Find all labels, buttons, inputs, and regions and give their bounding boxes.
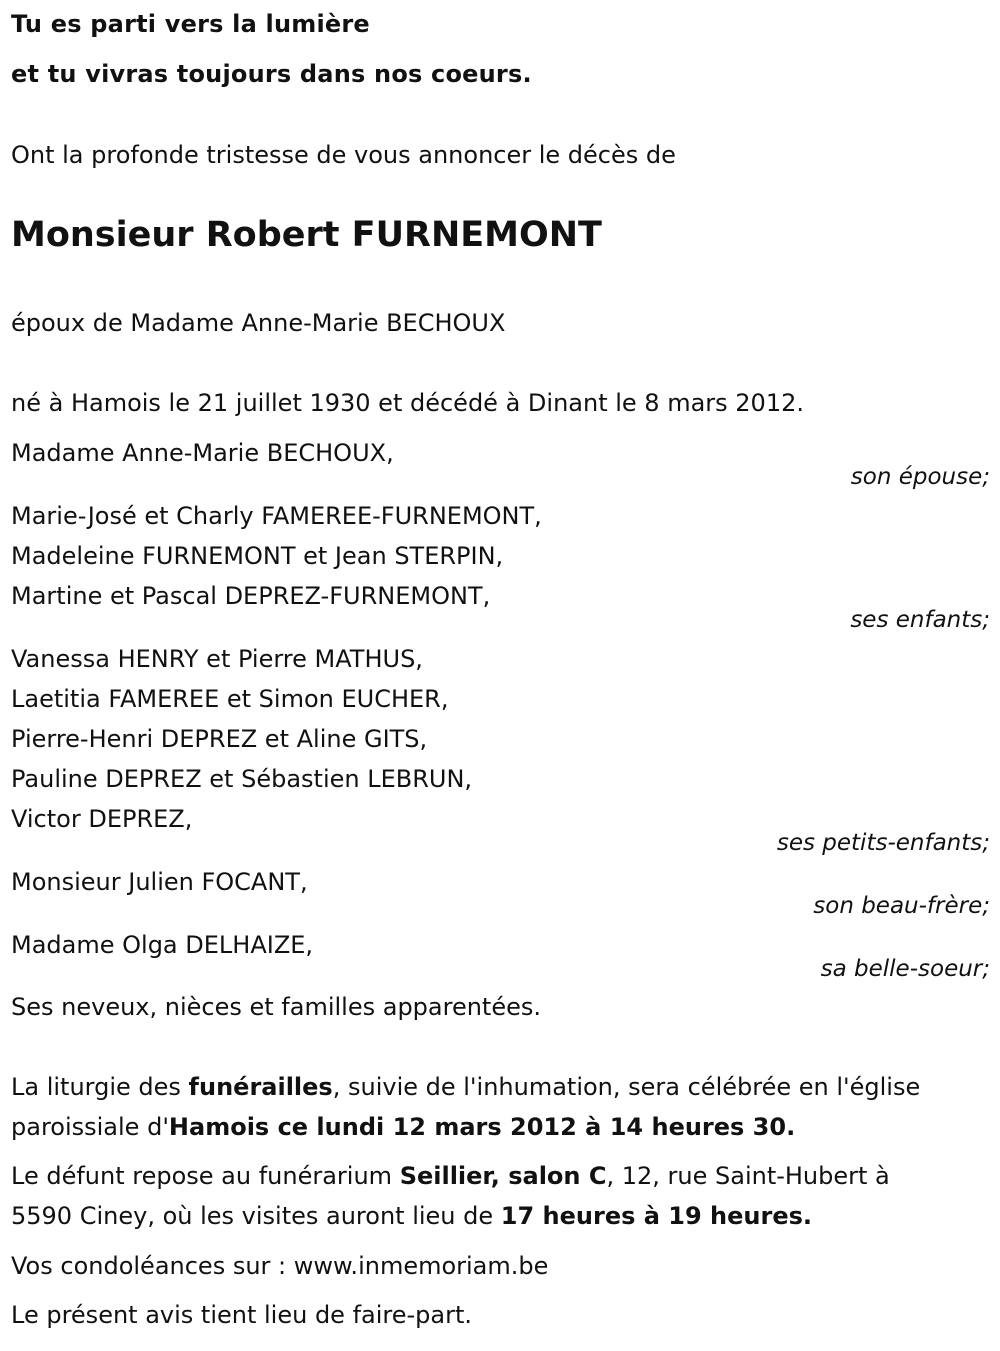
relation-spouse: son épouse; xyxy=(850,464,990,490)
funeral-text: , suivie de l'inhumation, sera célébrée en l'église xyxy=(332,1073,921,1101)
family-sister-in-law-name: Madame Olga DELHAIZE, xyxy=(11,931,314,959)
funeral-date-time: Hamois ce lundi 12 mars 2012 à 14 heures 30. xyxy=(168,1113,796,1141)
funeral-text: La liturgie des xyxy=(11,1073,189,1101)
relation-brother-in-law: son beau-frère; xyxy=(813,893,990,919)
spouse-line: époux de Madame Anne-Marie BECHOUX xyxy=(11,309,506,337)
family-grandchild-name: Pierre-Henri DEPREZ et Aline GITS, xyxy=(11,725,428,753)
family-child-name: Madeleine FURNEMONT et Jean STERPIN, xyxy=(11,542,504,570)
visitation-text: 5590 Ciney, où les visites auront lieu de xyxy=(11,1202,501,1230)
announcement-text: Ont la profonde tristesse de vous annoncer le décès de xyxy=(11,141,676,169)
relation-sister-in-law: sa belle-soeur; xyxy=(820,956,990,982)
birth-death-line: né à Hamois le 21 juillet 1930 et décédé à Dinant le 8 mars 2012. xyxy=(11,389,804,417)
funeral-paragraph-line-1 xyxy=(11,1072,920,1102)
family-child-name: Martine et Pascal DEPREZ-FURNEMONT, xyxy=(11,582,491,610)
condolences-line: Vos condoléances sur : www.inmemoriam.be xyxy=(11,1252,549,1280)
visitation-line-1 xyxy=(11,1161,890,1191)
visitation-text: Le défunt repose au funérarium xyxy=(11,1162,400,1190)
funeral-text: paroissiale d' xyxy=(11,1113,169,1141)
closing-line: Le présent avis tient lieu de faire-part. xyxy=(11,1301,473,1329)
funeral-home-name: Seillier, salon C xyxy=(399,1162,607,1190)
family-brother-in-law-name: Monsieur Julien FOCANT, xyxy=(11,868,308,896)
funeral-keyword: funérailles xyxy=(188,1073,333,1101)
visitation-text: , 12, rue Saint-Hubert à xyxy=(606,1162,890,1190)
epitaph-line-1: Tu es parti vers la lumière xyxy=(11,10,370,38)
relation-grandchildren: ses petits-enfants; xyxy=(776,830,990,856)
visitation-line-2 xyxy=(11,1201,812,1231)
family-grandchild-name: Laetitia FAMEREE et Simon EUCHER, xyxy=(11,685,449,713)
epitaph-line-2: et tu vivras toujours dans nos coeurs. xyxy=(11,60,532,88)
family-spouse-name: Madame Anne-Marie BECHOUX, xyxy=(11,439,394,467)
funeral-paragraph-line-2 xyxy=(11,1112,795,1142)
family-grandchild-name: Pauline DEPREZ et Sébastien LEBRUN, xyxy=(11,765,473,793)
extended-family-line: Ses neveux, nièces et familles apparentées. xyxy=(11,993,542,1021)
deceased-name: Monsieur Robert FURNEMONT xyxy=(11,215,602,255)
relation-children: ses enfants; xyxy=(850,607,990,633)
family-child-name: Marie-José et Charly FAMEREE-FURNEMONT, xyxy=(11,502,542,530)
family-grandchild-name: Victor DEPREZ, xyxy=(11,805,193,833)
family-grandchild-name: Vanessa HENRY et Pierre MATHUS, xyxy=(11,645,423,673)
visitation-hours: 17 heures à 19 heures. xyxy=(500,1202,813,1230)
